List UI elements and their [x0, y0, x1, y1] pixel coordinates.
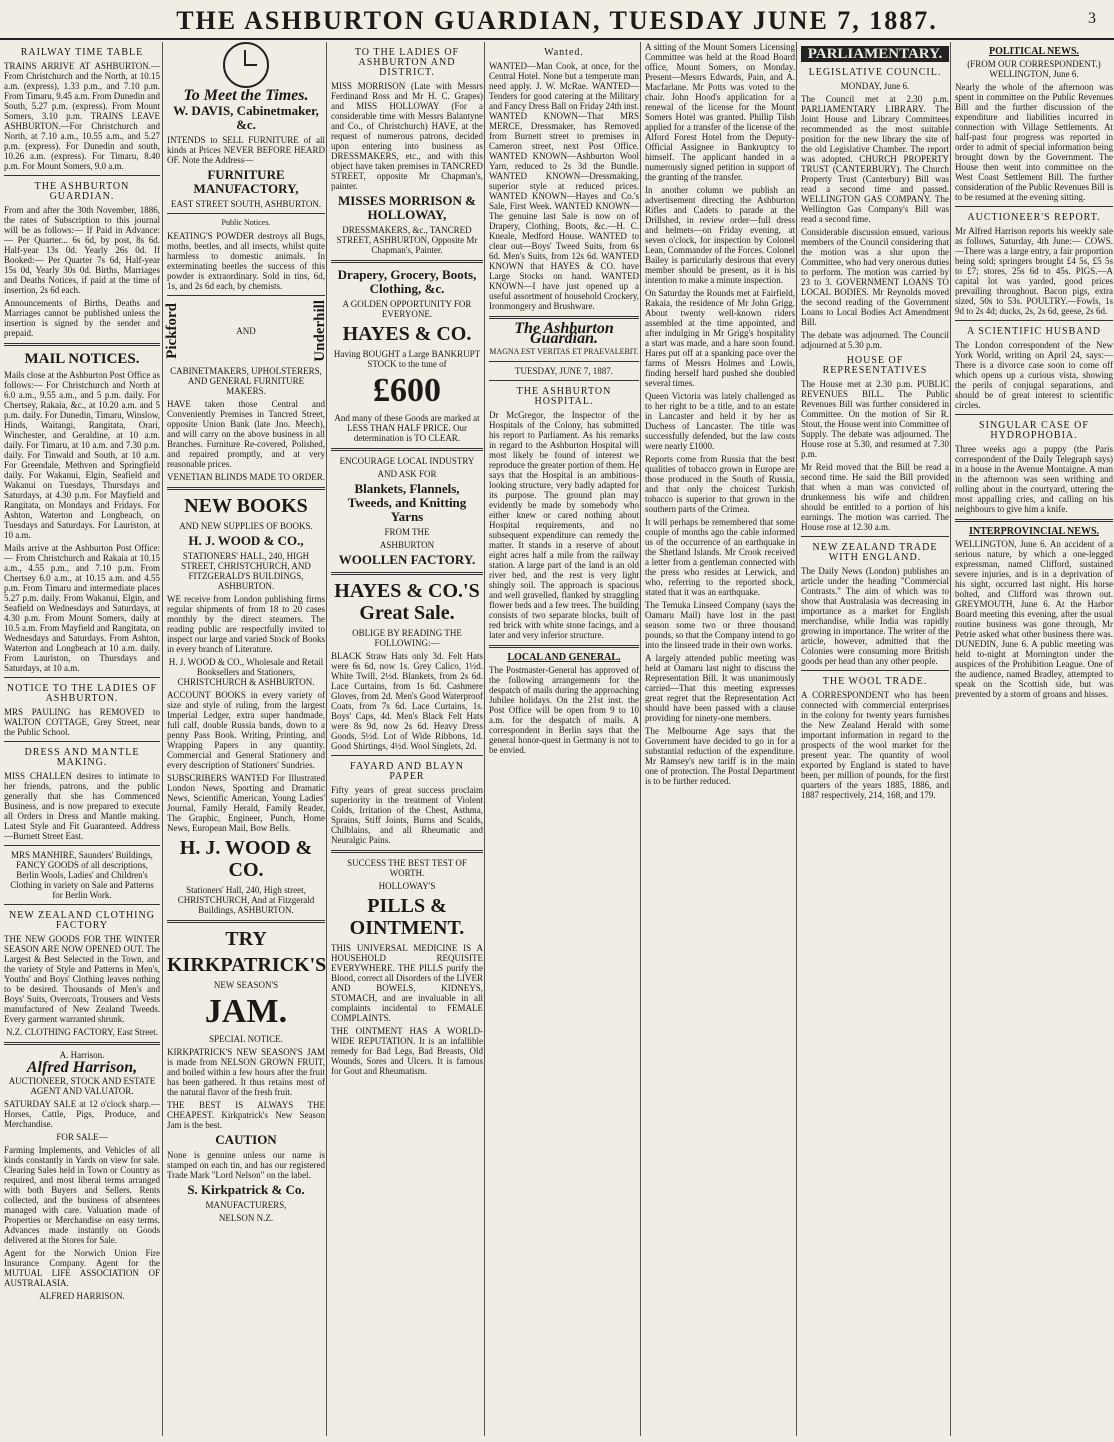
blankets-heading: Blankets, Flannels, Tweeds, and Knitting Yarns	[347, 481, 467, 524]
ladies-notice-heading: NOTICE TO THE LADIES OF ASHBURTON.	[6, 683, 158, 704]
account-books: ACCOUNT BOOKS in every variety of size and style of ruling, from the largest Imperial Ledger, extra super handmade, full calf, double Russia bands, down to a penny Pass Book. Writing, Printing, and Wrapping Papers in any quantity. Commercial and General Stationery and every description of Stationers' Sundries.	[167, 690, 325, 770]
house-heading: HOUSE OF REPRESENTATIVES	[822, 355, 928, 376]
special-notice-heading: SPECIAL NOTICE.	[209, 1034, 283, 1044]
furniture-manufactory: FURNITURE MANUFACTORY,	[193, 167, 299, 196]
morrison-holloway-sub: DRESSMAKERS, &c., TANCRED STREET, ASHBURTON, Opposite Mr Chapman's, Painter.	[336, 225, 478, 255]
masthead	[0, 0, 1114, 40]
wood-text: WE receive from London publishing firms regular shipments of from 18 to 20 cases monthly by the direct steamers. The reading public are respectfully invited to inspect our large and varied Stock of Books in every branch of Literature.	[167, 594, 325, 654]
for-sale-heading: FOR SALE—	[56, 1132, 108, 1142]
special-notice-text: KIRKPATRICK'S NEW SEASON'S JAM is made from NELSON GROWN FRUIT, and boiled within a few hours after the fruit has been gathered. It thus retains most of the natural flavor of the fresh fruit.	[167, 1047, 325, 1097]
column-2	[162, 42, 328, 1436]
manhire-ad: MRS MANHIRE, Saunders' Buildings, FANCY GOODS of all descriptions, Berlin Wools, Ladies' and Children's Clothing in variety on Sale and Patterns for Berlin Work.	[10, 850, 154, 900]
hospital-heading: THE ASHBURTON HOSPITAL.	[516, 386, 612, 407]
harrison-subtitle: AUCTIONEER, STOCK AND ESTATE AGENT AND VALUATOR.	[8, 1076, 156, 1096]
linseed-text: The Temuka Linseed Company (says the Oamaru Mail) have lost in the past season some two or three thousand pounds, so that the Company intend to go into the linseed trade in their own works.	[645, 600, 795, 650]
wood-tag: H. J. WOOD & CO., Wholesale and Retail Booksellers and Stationers, CHRISTCHURCH & ASHBURTON.	[168, 657, 324, 687]
morrison-holloway-heading: MISSES MORRISON & HOLLOWAY,	[338, 193, 476, 222]
fayard-heading: FAYARD AND BLAYN PAPER	[350, 761, 464, 782]
scientific-husband-heading: A SCIENTIFIC HUSBAND	[967, 326, 1101, 337]
hydrophobia-heading: SINGULAR CASE OF HYDROPHOBIA.	[979, 420, 1089, 441]
council-loans-text: Considerable discussion ensued, various members of the Council considering that the motion was a slur upon the Committee, who had very onerous duties to perform. The motion was carried by 23 to 3. GOVERNMENT LOANS TO LOCAL BODIES. Mr Reynolds moved the second reading of the Government Loans to Local Bodies Act Amendment Bill.	[801, 227, 949, 327]
cabinetmakers-text: HAVE taken those Central and Conveniently Premises in Tancred Street, opposite Union Bank (late Jno. Meech), and will carry on the above business in all Branches. Furniture Re-covered, Polished, and repaired promptly, and at very reasonable prices.	[167, 399, 325, 469]
success-test: SUCCESS THE BEST TEST OF WORTH.	[347, 858, 467, 878]
scientific-husband-text: The London correspondent of the New York World, writing on April 24, says:—There is a divorce case soon to come off which opens up a curious vista, showing the perils of conjugal separations, and should be of great interest to scientific circles.	[955, 340, 1113, 410]
guardian-motto: MAGNA EST VERITAS ET PRAEVALEBIT.	[489, 347, 639, 356]
davis-tagline: To Meet the Times.	[183, 87, 309, 104]
guardian-nameplate: The Ashburton Guardian.	[514, 320, 614, 347]
hayes-great-sale: HAYES & CO.'S Great Sale.	[334, 580, 480, 624]
wood-big-sub: Stationers' Hall, 240, High street, CHRISTCHURCH, And at Fitzgerald Buildings, ASHBURTON.	[177, 885, 315, 915]
harrison-signoff: ALFRED HARRISON.	[39, 1291, 125, 1301]
rifles-text: In another column we publish an advertisement directing the Ashburton Rifles and Cadets to parade at the Drillshed, in review order—full dress and helmets—on Friday evening, at seven o'clock, for inspection by Colonel Lean, Commander of the Forces. Colonel Bailey is particularly desirous that every member should be present, as it is his intention to make a minute inspection.	[645, 185, 795, 285]
nz-trade-heading: NEW ZEALAND TRADE WITH ENGLAND.	[812, 542, 938, 563]
page-number: 3	[1088, 10, 1096, 27]
wool-trade-heading: THE WOOL TRADE.	[822, 676, 928, 687]
dress-text: MISS CHALLEN desires to intimate to her friends, patrons, and the public generally that she has Commenced Business, and is now prepared to execute all Orders in Dress and Mantle making. Latest Style and Fit Guaranteed. Address—Burnett Street East.	[4, 771, 160, 841]
licensing-text: A sitting of the Mount Somers Licensing Committee was held at the Road Board office, Mount Somers, on Monday. Present—Messrs Edwards, Pain, and A. Macfarlane. Mr Potts was voted to the chair. John Hood's application for a renewal of the license for the Mount Somers Hotel was granted. Phillip Tilsh applied for a transfer of the license of the Alford Forest Hotel from the Deputy-Official Assignee in Bankruptcy to himself. The applicant handed in a numerously signed petition in support of the granting of the transfer.	[645, 42, 795, 182]
railway-timetable: TRAINS ARRIVE AT ASHBURTON.—From Christchurch and the North, at 10.15 a.m. (express), 1.33 p.m., and 7.10 p.m. From Timaru, 9.45 a.m. From Dunedin and South, 5.27 p.m. (express). From Mount Somers, 3.10 p.m. TRAINS LEAVE ASHBURTON.—For Christchurch and North, at 7.10 a.m., 10.55 a.m., and 5.27 p.m. (express). For Dunedin and south, 10.26 a.m. (express). For Timaru, 8.40 p.m. For Mount Somers, 9.0 a.m.	[4, 61, 161, 171]
try-label: TRY	[225, 928, 267, 950]
house-text: The House met at 2.30 p.m. PUBLIC REVENUES BILL. The Public Revenues Bill was further considered in Committee. On the motion of Sir R. Stout, the House went into Committee of Supply. The debate was adjourned. The House rose at 5.30, and resumed at 7.30 p.m.	[801, 379, 949, 459]
golden-opportunity: A GOLDEN OPPORTUNITY FOR EVERYONE.	[342, 299, 472, 319]
jam-label: JAM.	[204, 993, 288, 1030]
new-books-heading: NEW BOOKS	[184, 495, 308, 517]
earthquake-text: It will perhaps be remembered that some couple of months ago the cable informed us of the occurrence of an earthquake in the Shetland Islands. Mr Crook received a letter from a gentleman connected with the press who resides at Lerwick, and who, referring to the reported shock, stated that it was an earthquake.	[645, 517, 795, 597]
clothing-factory-heading: NEW ZEALAND CLOTHING FACTORY	[9, 910, 155, 931]
best-cheapest: THE BEST IS ALWAYS THE CHEAPEST. Kirkpatrick's New Season Jam is the best.	[167, 1100, 325, 1130]
kirkpatrick-company: S. Kirkpatrick & Co.	[187, 1182, 305, 1197]
wood-big-name: H. J. WOOD & CO.	[179, 837, 313, 881]
harrison-signature: A. Harrison.	[59, 1050, 105, 1060]
guardian-rates-heading: THE ASHBURTON GUARDIAN.	[34, 181, 130, 202]
melbourne-text: The Melbourne Age says that the Government have decided to go in for a substantial reduction of the expenditure. Mr Ramsey's new tariff is in the main one of protection. The Postal Department is to be further reduced.	[645, 726, 795, 786]
ladies-notice-text: MRS PAULING has REMOVED to WALTON COTTAGE, Grey Street, near the Public School.	[4, 707, 160, 737]
new-books-sub: AND NEW SUPPLIES OF BOOKS.	[179, 521, 313, 531]
council-heading: LEGISLATIVE COUNCIL.	[808, 67, 942, 78]
clothing-factory-tail: N.Z. CLOTHING FACTORY, East Street.	[6, 1027, 158, 1037]
pills-ointment: PILLS & OINTMENT.	[349, 895, 465, 939]
ashburton-label: ASHBURTON	[379, 540, 435, 550]
kirkpatrick-label: KIRKPATRICK'S	[167, 954, 327, 976]
announcements-text: Announcements of Births, Deaths and Marriages cannot be published unless the insertion is signed by the sender and prepaid.	[4, 298, 160, 338]
interprovincial-heading: INTERPROVINCIAL NEWS.	[968, 526, 1100, 537]
parliamentary-banner: PARLIAMENTARY.	[801, 46, 949, 62]
wood-address: STATIONERS' HALL, 240, HIGH STREET, CHRISTCHURCH, AND FITZGERALD'S BUILDINGS, ASHBURTON.	[181, 551, 311, 591]
ladies-district-heading: TO THE LADIES OF ASHBURTON AND DISTRICT.	[354, 47, 460, 78]
harrison-sale: SATURDAY SALE at 12 o'clock sharp.—Horses, Cattle, Pigs, Produce, and Merchandise.	[4, 1099, 160, 1129]
mail-notices-heading: MAIL NOTICES.	[24, 351, 140, 367]
issue-date: TUESDAY, JUNE 7, 1887.	[514, 366, 613, 376]
pickford-underhill-logo	[164, 300, 328, 362]
hayes-tail: And many of these Goods are marked at LESS THAN HALF PRICE. Our determination is TO CLEAR.	[334, 413, 480, 443]
political-news-sub: (FROM OUR CORRESPONDENT.) WELLINGTON, June 6.	[967, 59, 1101, 79]
davis-name: W. DAVIS, Cabinetmaker, &c.	[173, 103, 319, 132]
pounds-amount: £600	[373, 372, 441, 409]
clock-icon	[223, 42, 269, 88]
holloway-label: HOLLOWAY'S	[378, 881, 436, 891]
hayes-text: Having BOUGHT a Large BANKRUPT STOCK to the tune of	[333, 349, 481, 369]
column-5	[640, 42, 795, 1436]
political-news-text: Nearly the whole of the afternoon was spent in committee on the Public Revenues Bill and the further discussion of the expenditure and liabilities incurred in connection with Village Settlements. At half-past four progress was reported in order to admit of special information being brought down by the Government. The House then went into committee on the West Coast Settlement Bill. The further consideration of the Public Revenues Bill is to be resumed at the evening sitting.	[955, 82, 1113, 202]
harrison-name: Alfred Harrison,	[26, 1059, 138, 1076]
mail-arrive-text: Mails arrive at the Ashburton Post Office:— From Christchurch and Rakaia at 10.15 a.m., 4.55 p.m., and 7.10 p.m. From Chertsey 6.0 a.m., at 10.15 a.m. and 4.55 p.m. From Timaru and intermediate places 5.27 p.m. daily. From Wakanui, Elgin, and Seafield on Wednesdays and Saturdays, at 4.30 p.m. From Mount Somers, daily at 10.5 a.m. From Mayfield and Rangitata, on Wednesdays and Saturdays. From Ashton, Waterton and Longbeach at 10 a.m. daily. From Lauriston, on Thursdays and Saturdays, at 10 a.m.	[4, 543, 160, 673]
local-general-heading: LOCAL AND GENERAL.	[507, 652, 621, 663]
wool-trade-text: A CORRESPONDENT who has been connected with commercial enterprises in the colony for twenty years furnishes the New Zealand Herald with some important information in regard to the prospects of the wool market for the present year. The quantity of wool exported by England is stated to have been, per million of pounds, for the first quarters of the years 1885, 1886, and 1887 respectively, 214, 168, and 179.	[801, 690, 949, 800]
hydrophobia-text: Three weeks ago a puppy (the Paris correspondent of the Daily Telegraph says) in a house in the Avenue Montaigne. A man in the afternoon was seen writhing and rolling about in the courtyard, uttering the most appalling cries, and calling on his neighbours to give him a knife.	[955, 444, 1113, 514]
caution-heading: CAUTION	[215, 1132, 277, 1147]
dress-heading: DRESS AND MANTLE MAKING.	[24, 747, 140, 768]
subscribers-wanted: SUBSCRIBERS WANTED For Illustrated London News, Sporting and Dramatic News, Scientific American, Young Ladies' Journal, Family Herald, Family Reader, The Graphic, Engineer, Punch, Home News, European Mail, Bow Bells.	[167, 773, 325, 833]
ask-for: AND ASK FOR	[377, 469, 437, 479]
wood-name: H. J. WOOD & CO.,	[188, 533, 304, 548]
ointment-text: THE OINTMENT HAS A WORLD-WIDE REPUTATION. It is an infallible remedy for Bad Legs, Bad Breasts, Old Wounds, Sores and Ulcers. It is famous for Gout and Rheumatism.	[331, 1026, 483, 1076]
hayes-name: HAYES & CO.	[342, 323, 472, 345]
fayard-text: Fifty years of great success proclaim superiority in the treatment of Violent Colds, Irritation of the Chest, Asthma, Sprains, Stiff Joints, Burns and Scalds, Chilblains, and all Rheumatic and Neuralgic Pains.	[331, 785, 483, 845]
nz-trade-text: The Daily News (London) publishes an article under the heading "Commercial Contrasts." The aim of which was to show that Australasia was decreasing in importance as a market for English merchandise, while India was rapidly growing in importance. The writer of the article, however, admitted that the Colonies were consuming more British goods per head than any other people.	[801, 566, 949, 666]
cabinetmakers-heading: CABINETMAKERS, UPHOLSTERERS, AND GENERAL FURNITURE MAKERS.	[170, 366, 322, 396]
underhill-label: Underhill	[312, 300, 328, 362]
hayes-items: BLACK Straw Hats only 3d. Felt Hats were 6s 6d, now 1s. Grey Calico, 1½d. White Twill, 2½d. Blankets, from 2s 6d. Lace Curtains, from 1s 6d. Cashmere Gloves, from 2d. Men's Good Waterproof Coats, from 7s 6d. Lace Curtains, 1s. Boys' Caps, 4d. Men's Black Felt Hats were 8s 9d, now 2s 6d. Heavy Dress Goods, 5½d. Lot of Wide Ribbons, 1d. Good Shirtings, 4½d. Wool Singlets, 2d.	[331, 651, 483, 751]
guardian-rates-text: From and after the 30th November, 1886, the rates of Subscription to this journal will be as follows:— If Paid in Advance:— Per Quarter... 6s 6d, by post, 8s 6d. Half-year 13s 0d. Yearly 26s 0d. If Booked:— Per Quarter 7s 6d, Half-year 15s 0d, Yearly 30s 0d. Births, Marriages and Deaths Notices, if paid at the time of insertion, 2s 6d each.	[4, 205, 160, 295]
council-adjourn-text: The debate was adjourned. The Council adjourned at 5.30 p.m.	[801, 330, 949, 350]
tobacco-text: Reports come from Russia that the best qualities of tobacco grown in Europe are those produced in the South of Russia, and that only the choicest Turkish tobacco is superior to that grown in the southern parts of the Crimea.	[645, 454, 795, 514]
kirkpatrick-place: NELSON N.Z.	[218, 1213, 274, 1223]
house-reid-text: Mr Reid moved that the Bill be read a second time. He said the Bill provided that when a man was convicted of drunkenness his wife and children should be entitled to a portion of his earnings. The motion was carried. The House rose at 12.30 a.m.	[801, 462, 949, 532]
public-notices-label: Public Notices.	[221, 218, 271, 227]
davis-address: EAST STREET SOUTH, ASHBURTON.	[170, 199, 322, 209]
railway-heading: RAILWAY TIME TABLE	[20, 47, 144, 58]
column-3	[326, 42, 483, 1436]
venetian-blinds: VENETIAN BLINDS MADE TO ORDER.	[167, 472, 325, 482]
pickford-label: Pickford	[164, 303, 180, 359]
from-the: FROM THE	[384, 527, 430, 537]
column-6	[796, 42, 949, 1436]
ladies-district-text: MISS MORRISON (Late with Messrs Ferdinand Ross and Mr H. C. Grapes) and MISS HOLLOWAY (For a considerable time with Messrs Balantyne and Co., of Christchurch) HAVE, at the request of numerous patrons, decided upon entering into business as DRESSMAKERS, etc., and with this object have taken premises in TANCRED STREET, opposite Mr Chapman's, painter.	[331, 81, 483, 191]
encourage-industry: ENCOURAGE LOCAL INDUSTRY	[339, 456, 475, 466]
hounds-text: On Saturday the Rounds met at Fairfield, Rakaia, the residence of Mr John Grigg. About twenty well-known riders assembled at the time appointed, and after indulging in Mr Grigg's hospitality a start was made, and a hare soon found. Hares put off at a spanking pace over the farms of Messrs Holmes and Lowis, finding herself hard pushed she doubled several times.	[645, 288, 795, 388]
queen-text: Queen Victoria was lately challenged as to her right to be a title, and to an estate in Lancaster and held it by her as Duchess of Lancaster. The title was successfully defended, but the law costs were nearly £1000.	[645, 391, 795, 451]
newspaper-title: THE ASHBURTON GUARDIAN, TUESDAY JUNE 7, 1887.	[176, 6, 938, 35]
agent-text: Agent for the Norwich Union Fire Insurance Company. Agent for the MUTUAL LIFE ASSOCIATION OF AUSTRALASIA.	[4, 1248, 160, 1288]
auctioneer-report-heading: AUCTIONEER'S REPORT.	[967, 212, 1101, 223]
pills-text: THIS UNIVERSAL MEDICINE IS A HOUSEHOLD REQUISITE EVERYWHERE. THE PILLS purify the Blood, correct all Disorders of the LIVER AND BOWELS, KIDNEYS, STOMACH, and are invaluable in all complaints incidental to FEMALE COMPLAINTS.	[331, 943, 483, 1023]
pickford-and: AND	[236, 326, 256, 336]
auctioneer-report-text: Mr Alfred Harrison reports his weekly sale as follows, Saturday, 4th June:— COWS.—There was a large entry, a fair proportion being sold; springers brought £4 5s, £5 5s to £7; stores, 25s 6d to 45s. PIGS.—A capital lot was yarded, good prices prevailing throughout. Bacon pigs, extra sized, 50s to 53s. POULTRY.—Fowls, 1s 9d to 2s 4d; ducks, 2s, 2s 6d, geese, 2s 6d.	[955, 226, 1113, 316]
column-7	[950, 42, 1113, 1436]
hospital-text: Dr McGregor, the Inspector of the Hospitals of the Colony, has submitted his report to Parliament. As his remarks in regard to the Ashburton Hospital will most likely be found of interest we reproduce the greater portion of them. He says that the Hospital is an ambitious-looking structure, very badly adapted for its purpose. The ground plan may evidently be made by somebody who either knew or cared nothing about Hospital requirements, and no subsequent expenditure can remedy the matter. It stands in a reserve of about eight acres half a mile from the railway station. A large part of the land is an old river bed, and the rest is very light shingly soil. The approach is spacious and well gravelled, flanked by straggling flower beds and a few trees. The building consists of two separate blocks, built of red brick with white stone facings, and a later and very inferior structure.	[489, 410, 639, 640]
wanted-heading: Wanted.	[544, 47, 584, 58]
political-news-heading: POLITICAL NEWS.	[988, 46, 1080, 57]
council-text: The Council met at 2.30 p.m. PARLIAMENTARY LIBRARY. The Joint House and Library Committees recommended as the most suitable position for the new library the site of the old Legislative Chamber. The report was adopted. CHURCH PROPERTY TRUST (CANTERBURY). The Church Property Trust (Canterbury) Bill was read a second time and passed. WELLINGTON GAS COMPANY. The Wellington Gas Company's Bill was read a second time.	[801, 94, 949, 224]
local-general-text: The Postmaster-General has approved of the following arrangements for the despatch of mails during the approaching Jubilee holidays. On the 21st inst. the Post Office will be open from 9 to 10 a.m. for the despatch of mails. A correspondent in Berlin says that the general honor-quest in Germany is not to be envied.	[489, 665, 639, 755]
drapery-heading: Drapery, Grocery, Boots, Clothing, &c.	[337, 267, 477, 296]
caution-text: None is genuine unless our name is stamped on each tin, and has our registered Trade Mark "Lord Nelson" on the label.	[167, 1150, 325, 1180]
column-1	[4, 42, 160, 1436]
column-4	[484, 42, 639, 1436]
wanted-text: WANTED—Man Cook, at once, for the Central Hotel. None but a temperate man need apply. J. W. McRae. WANTED—Tenders for good catering at the Military and Fancy Dress Ball on Friday 24th inst. WANTED KNOWN—That MRS MERCE, Dressmaker, has Removed from Burnett street to premises in Cameron street, next Post Office. WANTED KNOWN—Ashburton Wool Yarn, reduced to 2s 3d the Bundle. WANTED KNOWN—Dressmaking, superior style at reduced prices. WANTED KNOWN—Hayes and Co.'s Sale, First Week. WANTED KNOWN—The genuine last Sale is now on of Drapery, Clothing, Boots, &c.—H. C. Kneale, Medford House. WANTED to clear out—Boys' Tweed Suits, from 6s 6d. Men's Suits, from 12s 6d. WANTED KNOWN that HAYES & CO. have Large Stocks on hand. WANTED KNOWN—I have just opened up a useful assortment of household Crockery, Ironmongery and Brushware.	[489, 61, 639, 311]
woollen-factory: WOOLLEN FACTORY.	[338, 552, 476, 567]
davis-intro: INTENDS to SELL FURNITURE of all kinds at Prices NEVER BEFORE HEARD OF. Note the Address—	[167, 135, 325, 165]
council-date: MONDAY, June 6.	[840, 81, 910, 91]
interprovincial-text: WELLINGTON, June 6. An accident of a serious nature, by which a one-legged expressman, named Clifford, sustained severe injuries, and is in a deprivation of his sight, occurred last night. His horse bolted, and Clifford was thrown out. GREYMOUTH, June 6. At the Harbor Board meeting this evening, after the usual routine business was gone through, Mr Petrie asked what other business there was. DUNEDIN, June 6. A public meeting was held to-night at Mornington under the auspices of the Prohibition League. One of the audience, named Bradley, attempted to speak on the Scottish side, but was prevented by a storm of groans and hisses.	[955, 539, 1113, 699]
clothing-factory-text: THE NEW GOODS FOR THE WINTER SEASON ARE NOW OPENED OUT. The Largest & Best Selected in the Town, and the variety of Style and Patterns in Men's, Youths' and Boys' Clothing leaves nothing to be desired. Thousands of Men's and Boys' Suits, Overcoats, Trousers and Vests manufactured of New Zealand Tweeds. Every garment warranted shrunk.	[4, 934, 160, 1024]
new-season-label: NEW SEASON'S	[213, 980, 279, 990]
mail-close-text: Mails close at the Ashburton Post Office as follows:— For Christchurch and North at 6.0 a.m., 9.55 a.m., and 5 p.m. daily. For Chertsey, Rakaia, &c., at 10.20 a.m. and 5 p.m. daily. For Dunedin, Timaru, Winslow, Hinds, Waitangi, Rangitata, Orari, Winchester, and Geraldine, at 10 a.m. daily. For Timaru, at 10 a.m. and 7.30 p.m. daily. For Tinwald and South, at 10 a.m. For Greendale, Methven and Springfield daily. For Wakanui, Elgin, Seafield and Wakanui on Tuesdays, Thursdays and Saturdays, at 4.30 p.m. For Mayfield and Rangitata, on Mondays and Fridays. For Ashton, Waterton and Longbeach, on Tuesdays and Saturdays. For Lauriston, at 10 a.m.	[4, 370, 160, 540]
kirkpatrick-manufacturers: MANUFACTURERS,	[205, 1200, 287, 1210]
oamaru-meeting-text: A largely attended public meeting was held at Oamaru last night to discuss the Representation Bill. It was unanimously carried—That this meeting expresses great regret that the Representation Act should have been passed with a clause providing for ninety-one members.	[645, 653, 795, 723]
for-sale-text: Farming Implements, and Vehicles of all kinds constantly in Yards on view for sale. Clearing Sales held in Town or Country as required, and most liberal terms arranged with both Buyers and Sellers. Rents collected, and the business of absentees managed with care. Valuation made of Properties or Merchandise on easy terms. Advances made instantly on Goods delivered at the Stores for Sale.	[4, 1145, 160, 1245]
keating-ad: KEATING'S POWDER destroys all Bugs, moths, beetles, and all insects, whilst quite harmless to domestic animals. In exterminating beetles the success of this powder is extraordinary. Sold in tins, 6d, 1s, and 2s 6d each, by chemists.	[167, 231, 325, 291]
hayes-sale-sub: OBLIGE BY READING THE FOLLOWING:—	[352, 628, 462, 648]
